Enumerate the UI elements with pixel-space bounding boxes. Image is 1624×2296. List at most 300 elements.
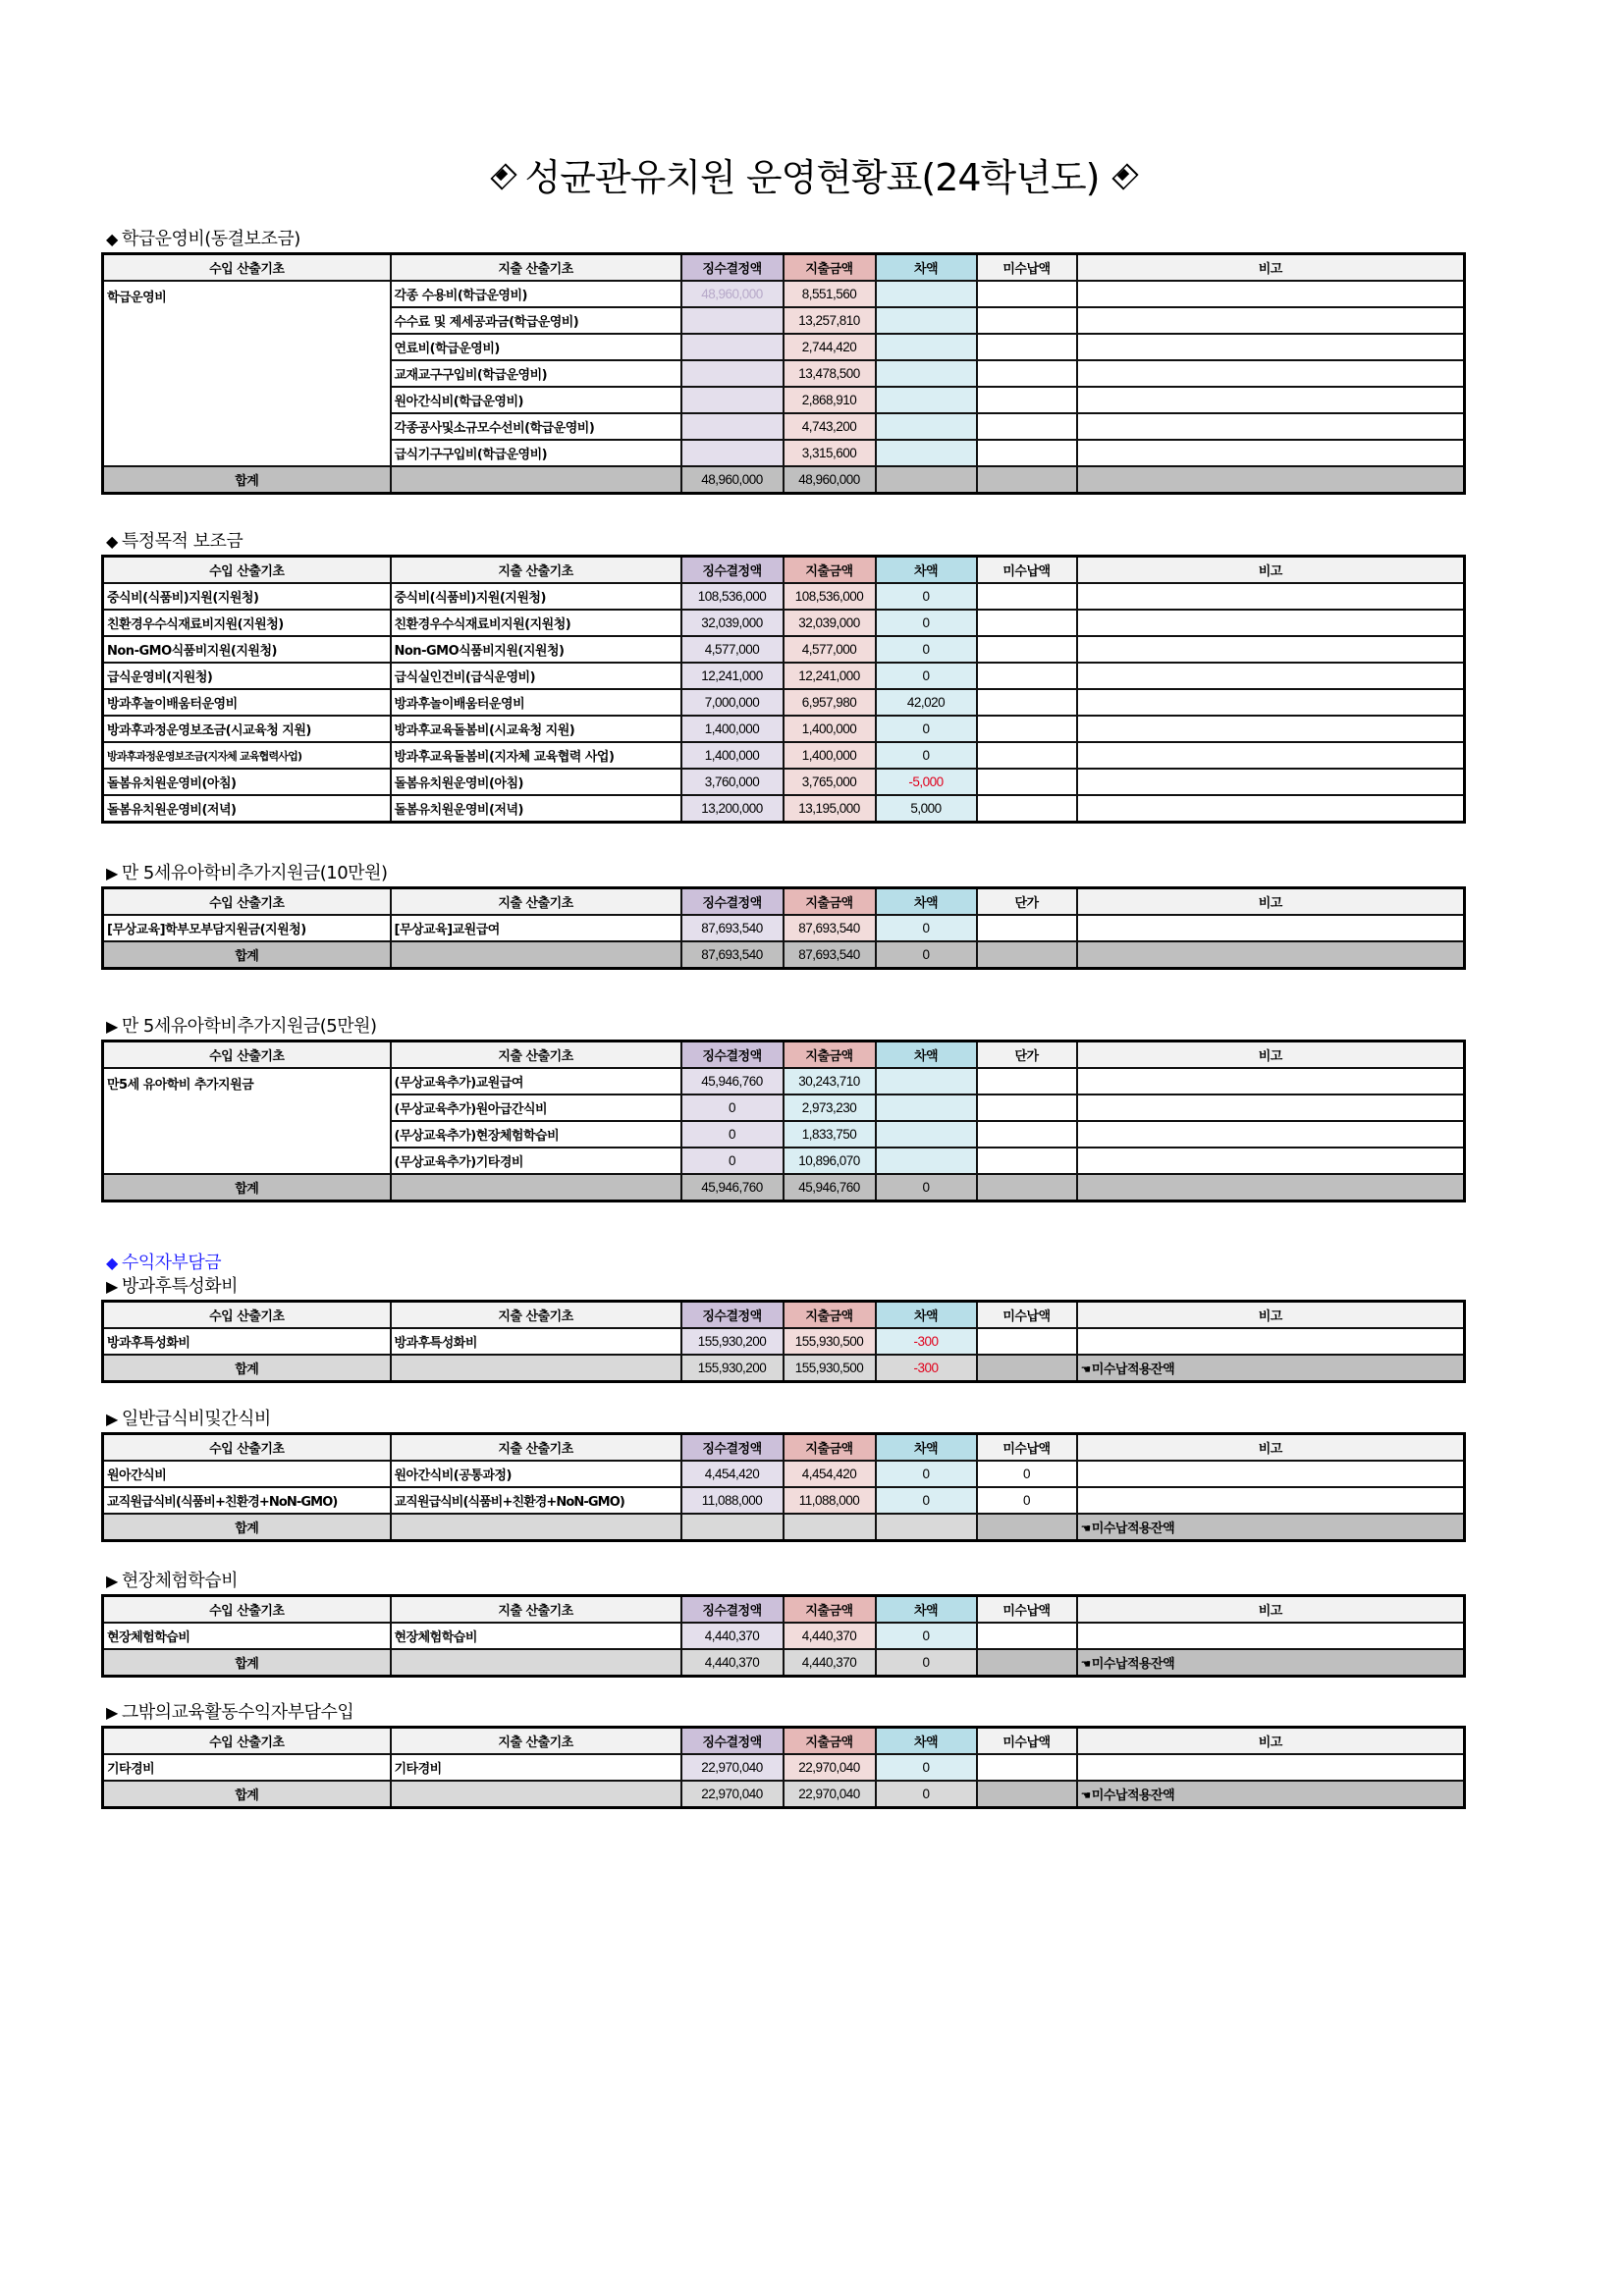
cell-diff: 5,000 (876, 795, 977, 823)
cell-spent: 8,551,560 (784, 281, 876, 307)
cell-diff (876, 334, 977, 360)
cell-settled: 13,200,000 (681, 795, 784, 823)
header-unit-price: 단가 (977, 888, 1077, 916)
cell-spent: 4,440,370 (784, 1623, 876, 1649)
cell-note (1077, 281, 1465, 307)
total-settled: 155,930,200 (681, 1355, 784, 1382)
header-unpaid: 미수납액 (977, 557, 1077, 584)
cell-expense: 중식비(식품비)지원(지원청) (391, 583, 681, 610)
cell-unit-price (977, 1148, 1077, 1174)
cell-diff: 0 (876, 663, 977, 689)
cell-expense: 방과후특성화비 (391, 1328, 681, 1355)
header-income: 수입 산출기초 (103, 1596, 391, 1624)
cell-settled: 32,039,000 (681, 610, 784, 636)
cell-note (1077, 1623, 1465, 1649)
cell-unpaid (977, 610, 1077, 636)
table-row (103, 1068, 1465, 1095)
cell-spent: 1,400,000 (784, 742, 876, 769)
cell-spent: 13,257,810 (784, 307, 876, 334)
cell-spent: 3,765,000 (784, 769, 876, 795)
cell-spent: 2,868,910 (784, 387, 876, 413)
cell-diff (876, 360, 977, 387)
cell-income: 방과후놀이배움터운영비 (103, 689, 391, 716)
diamond-bullet-icon: ◆ (106, 532, 118, 551)
cell-spent: 13,195,000 (784, 795, 876, 823)
table-row (103, 1461, 1465, 1487)
header-settled: 징수결정액 (681, 1434, 784, 1462)
header-diff: 차액 (876, 1041, 977, 1069)
triangle-bullet-icon: ▶ (106, 1572, 118, 1590)
cell-note (1077, 1487, 1465, 1514)
header-spent: 지출금액 (784, 557, 876, 584)
cell-note: ☚미수납적용잔액 (1077, 1355, 1465, 1382)
header-diff: 차액 (876, 1596, 977, 1624)
total-settled: 4,440,370 (681, 1649, 784, 1677)
cell-note (1077, 334, 1465, 360)
cell-settled: 155,930,200 (681, 1328, 784, 1355)
cell-diff: -5,000 (876, 769, 977, 795)
cell-settled: 12,241,000 (681, 663, 784, 689)
header-expense: 지출 산출기초 (391, 1302, 681, 1329)
header-unpaid: 미수납액 (977, 1434, 1077, 1462)
cell-expense: (무상교육추가)현장체험학습비 (391, 1121, 681, 1148)
cell-diff: 0 (876, 716, 977, 742)
table-row (103, 915, 1465, 941)
cell-expense: 연료비(학급운영비) (391, 334, 681, 360)
header-settled: 징수결정액 (681, 1596, 784, 1624)
cell-diff (876, 307, 977, 334)
cell-note (1077, 583, 1465, 610)
header-income: 수입 산출기초 (103, 557, 391, 584)
total-diff (876, 466, 977, 494)
cell-diff: -300 (876, 1328, 977, 1355)
total-settled: 48,960,000 (681, 466, 784, 494)
cell-spent: 4,454,420 (784, 1461, 876, 1487)
header-note: 비고 (1077, 1434, 1465, 1462)
cell-note (1077, 360, 1465, 387)
cell-note (1077, 636, 1465, 663)
total-label: 합계 (103, 466, 391, 494)
cell-settled: 4,454,420 (681, 1461, 784, 1487)
total-diff: 0 (876, 941, 977, 969)
table-row (103, 1754, 1465, 1781)
cell-diff (876, 440, 977, 466)
cell-unpaid (977, 742, 1077, 769)
cell-spent: 87,693,540 (784, 915, 876, 941)
table-meals-snacks (101, 1432, 1466, 1542)
cell-note (1077, 413, 1465, 440)
cell-income: 현장체험학습비 (103, 1623, 391, 1649)
cell-diff: 0 (876, 742, 977, 769)
table-age5-100k (101, 886, 1466, 970)
cell-diff (876, 1068, 977, 1095)
cell-note (1077, 1095, 1465, 1121)
cell-income: 중식비(식품비)지원(지원청) (103, 583, 391, 610)
cell-unit-price (977, 1174, 1077, 1201)
header-income: 수입 산출기초 (103, 1434, 391, 1462)
total-label: 합계 (103, 1355, 391, 1382)
total-diff: 0 (876, 1649, 977, 1677)
triangle-bullet-icon: ▶ (106, 864, 118, 882)
table-row (103, 1623, 1465, 1649)
cell-settled: 4,440,370 (681, 1623, 784, 1649)
cell-diff: 0 (876, 1623, 977, 1649)
cell-settled: 48,960,000 (681, 281, 784, 307)
cell-diff: 0 (876, 583, 977, 610)
header-expense: 지출 산출기초 (391, 1728, 681, 1755)
total-row (103, 1514, 1465, 1541)
cell-note (1077, 689, 1465, 716)
cell-expense: 각종 수용비(학급운영비) (391, 281, 681, 307)
cell-unpaid (977, 1649, 1077, 1677)
triangle-bullet-icon: ▶ (106, 1277, 118, 1296)
cell-settled: 0 (681, 1121, 784, 1148)
cell-note (1077, 1461, 1465, 1487)
header-settled: 징수결정액 (681, 1302, 784, 1329)
header-income: 수입 산출기초 (103, 1728, 391, 1755)
cell-unpaid (977, 1781, 1077, 1808)
cell-unpaid (977, 795, 1077, 823)
header-unpaid: 미수납액 (977, 1596, 1077, 1624)
cell-spent: 2,744,420 (784, 334, 876, 360)
header-settled: 징수결정액 (681, 254, 784, 282)
triangle-bullet-icon: ▶ (106, 1017, 118, 1036)
header-spent: 지출금액 (784, 888, 876, 916)
total-row (103, 941, 1465, 969)
table-row (103, 795, 1465, 823)
cell-unpaid (977, 663, 1077, 689)
header-diff: 차액 (876, 888, 977, 916)
cell-note: ☚미수납적용잔액 (1077, 1514, 1465, 1541)
cell-spent: 1,400,000 (784, 716, 876, 742)
cell-unpaid (977, 413, 1077, 440)
cell-income: 원아간식비 (103, 1461, 391, 1487)
cell-income: 만5세 유아학비 추가지원금 (103, 1068, 391, 1174)
total-diff: -300 (876, 1355, 977, 1382)
cell-settled: 3,760,000 (681, 769, 784, 795)
table-row (103, 742, 1465, 769)
table-age5-50k (101, 1040, 1466, 1202)
cell-expense: 돌봄유치원운영비(아침) (391, 769, 681, 795)
cell-unpaid (977, 1754, 1077, 1781)
table-row (103, 1487, 1465, 1514)
cell-settled (681, 334, 784, 360)
header-note: 비고 (1077, 1728, 1465, 1755)
cell-income: 학급운영비 (103, 281, 391, 466)
total-row (103, 466, 1465, 494)
triangle-bullet-icon: ▶ (106, 1410, 118, 1428)
total-row (103, 1355, 1465, 1382)
table-class-operation (101, 252, 1466, 495)
cell-settled: 22,970,040 (681, 1754, 784, 1781)
cell-income: 돌봄유치원운영비(저녁) (103, 795, 391, 823)
section-title-special-purpose: ◆ 특정목적 보조금 (106, 531, 244, 552)
cell-note (1077, 1754, 1465, 1781)
table-field-trip (101, 1594, 1466, 1678)
cell-settled: 45,946,760 (681, 1068, 784, 1095)
cell-expense: 각종공사및소규모수선비(학급운영비) (391, 413, 681, 440)
header-unpaid: 미수납액 (977, 1728, 1077, 1755)
cell-spent: 11,088,000 (784, 1487, 876, 1514)
cell-diff (876, 281, 977, 307)
cell-expense: 방과후놀이배움터운영비 (391, 689, 681, 716)
cell-expense: 기타경비 (391, 1754, 681, 1781)
table-row (103, 689, 1465, 716)
header-note: 비고 (1077, 1302, 1465, 1329)
cell-income: 친환경우수식재료비지원(지원청) (103, 610, 391, 636)
header-diff: 차액 (876, 557, 977, 584)
total-row (103, 1649, 1465, 1677)
cell-expense: 교직원급식비(식품비+친환경+NoN-GMO) (391, 1487, 681, 1514)
header-spent: 지출금액 (784, 1302, 876, 1329)
cell-diff (876, 1095, 977, 1121)
header-note: 비고 (1077, 1596, 1465, 1624)
cell-note (1077, 795, 1465, 823)
section-title-class-operation: ◆ 학급운영비(동결보조금) (106, 229, 300, 249)
cell-expense (391, 941, 681, 969)
total-label: 합계 (103, 1174, 391, 1201)
header-expense: 지출 산출기초 (391, 1434, 681, 1462)
header-income: 수입 산출기초 (103, 1041, 391, 1069)
cell-unpaid (977, 636, 1077, 663)
cell-unit-price (977, 1121, 1077, 1148)
cell-settled: 108,536,000 (681, 583, 784, 610)
cell-expense: 급식기구구입비(학급운영비) (391, 440, 681, 466)
header-diff: 차액 (876, 1728, 977, 1755)
cell-expense (391, 1781, 681, 1808)
cell-settled (681, 387, 784, 413)
cell-spent: 108,536,000 (784, 583, 876, 610)
cell-expense: 원아간식비(학급운영비) (391, 387, 681, 413)
cell-unpaid (977, 466, 1077, 494)
cell-income: 급식운영비(지원청) (103, 663, 391, 689)
cell-expense: 방과후교육돌봄비(시교육청 지원) (391, 716, 681, 742)
cell-unpaid (977, 1328, 1077, 1355)
cell-note (1077, 663, 1465, 689)
cell-note (1077, 915, 1465, 941)
cell-unpaid: 0 (977, 1461, 1077, 1487)
cell-spent: 10,896,070 (784, 1148, 876, 1174)
total-row (103, 1174, 1465, 1201)
cell-unpaid (977, 716, 1077, 742)
cell-settled: 1,400,000 (681, 742, 784, 769)
table-header-row (103, 1434, 1465, 1462)
pointing-hand-icon: ☚ (1080, 1789, 1091, 1802)
cell-settled (681, 307, 784, 334)
diamond-bullet-icon: ◆ (106, 1254, 118, 1272)
header-expense: 지출 산출기초 (391, 1041, 681, 1069)
cell-diff: 0 (876, 1487, 977, 1514)
cell-note (1077, 769, 1465, 795)
cell-expense (391, 466, 681, 494)
cell-note (1077, 1068, 1465, 1095)
cell-expense: Non-GMO식품비지원(지원청) (391, 636, 681, 663)
table-row (103, 716, 1465, 742)
cell-note (1077, 1121, 1465, 1148)
table-row (103, 610, 1465, 636)
total-row (103, 1781, 1465, 1808)
cell-settled: 1,400,000 (681, 716, 784, 742)
header-expense: 지출 산출기초 (391, 254, 681, 282)
cell-income: 교직원급식비(식품비+친환경+NoN-GMO) (103, 1487, 391, 1514)
cell-income: 방과후과정운영보조금(시교육청 지원) (103, 716, 391, 742)
cell-unpaid (977, 440, 1077, 466)
cell-settled: 0 (681, 1148, 784, 1174)
cell-unpaid: 0 (977, 1487, 1077, 1514)
cell-settled: 7,000,000 (681, 689, 784, 716)
table-special-purpose (101, 555, 1466, 824)
cell-diff (876, 1148, 977, 1174)
triangle-bullet-icon: ▶ (106, 1703, 118, 1722)
pointing-hand-icon: ☚ (1080, 1657, 1091, 1671)
header-spent: 지출금액 (784, 1596, 876, 1624)
cell-expense: 수수료 및 제세공과금(학급운영비) (391, 307, 681, 334)
cell-diff: 0 (876, 636, 977, 663)
cell-diff: 0 (876, 1754, 977, 1781)
section-title-afterschool-special: ▶ 방과후특성화비 (106, 1276, 239, 1297)
header-spent: 지출금액 (784, 1728, 876, 1755)
cell-note (1077, 610, 1465, 636)
cell-spent: 1,833,750 (784, 1121, 876, 1148)
cell-unit-price (977, 915, 1077, 941)
cell-diff: 0 (876, 915, 977, 941)
group-title-beneficiary-charges: ◆ 수익자부담금 (106, 1253, 222, 1273)
total-label: 합계 (103, 941, 391, 969)
cell-spent: 30,243,710 (784, 1068, 876, 1095)
section-title-meals-snacks: ▶ 일반급식비및간식비 (106, 1409, 271, 1429)
header-unit-price: 단가 (977, 1041, 1077, 1069)
header-settled: 징수결정액 (681, 1041, 784, 1069)
cell-note (1077, 941, 1465, 969)
cell-note: ☚미수납적용잔액 (1077, 1781, 1465, 1808)
section-title-age5-100k: ▶ 만 5세유아학비추가지원금(10만원) (106, 863, 388, 883)
cell-income: 돌봄유치원운영비(아침) (103, 769, 391, 795)
cell-diff (876, 413, 977, 440)
section-title-field-trip: ▶ 현장체험학습비 (106, 1571, 239, 1591)
cell-note (1077, 440, 1465, 466)
cell-diff (876, 1121, 977, 1148)
cell-expense (391, 1514, 681, 1541)
cell-spent: 155,930,500 (784, 1328, 876, 1355)
cell-unit-price (977, 941, 1077, 969)
table-header-row (103, 1302, 1465, 1329)
total-diff: 0 (876, 1781, 977, 1808)
header-settled: 징수결정액 (681, 1728, 784, 1755)
cell-expense: [무상교육]교원급여 (391, 915, 681, 941)
cell-expense: 급식실인건비(급식운영비) (391, 663, 681, 689)
cell-expense: (무상교육추가)원아급간식비 (391, 1095, 681, 1121)
cell-expense: 원아간식비(공통과정) (391, 1461, 681, 1487)
total-settled: 22,970,040 (681, 1781, 784, 1808)
table-header-row (103, 557, 1465, 584)
header-expense: 지출 산출기초 (391, 1596, 681, 1624)
cell-unpaid (977, 360, 1077, 387)
cell-settled: 0 (681, 1095, 784, 1121)
header-note: 비고 (1077, 254, 1465, 282)
diamond-icon (1110, 159, 1137, 194)
cell-spent: 12,241,000 (784, 663, 876, 689)
table-header-row (103, 254, 1465, 282)
total-label: 합계 (103, 1649, 391, 1677)
cell-expense: 현장체험학습비 (391, 1623, 681, 1649)
cell-expense (391, 1174, 681, 1201)
cell-unpaid (977, 334, 1077, 360)
cell-expense (391, 1649, 681, 1677)
cell-spent: 22,970,040 (784, 1754, 876, 1781)
cell-expense: (무상교육추가)기타경비 (391, 1148, 681, 1174)
cell-spent: 32,039,000 (784, 610, 876, 636)
total-settled: 45,946,760 (681, 1174, 784, 1201)
diamond-icon (488, 159, 515, 194)
cell-diff: 0 (876, 1461, 977, 1487)
cell-unpaid (977, 387, 1077, 413)
cell-spent: 13,478,500 (784, 360, 876, 387)
cell-unpaid (977, 281, 1077, 307)
header-diff: 차액 (876, 1302, 977, 1329)
header-unpaid: 미수납액 (977, 1302, 1077, 1329)
header-expense: 지출 산출기초 (391, 888, 681, 916)
cell-spent: 4,577,000 (784, 636, 876, 663)
cell-settled (681, 360, 784, 387)
table-row (103, 1328, 1465, 1355)
cell-settled: 11,088,000 (681, 1487, 784, 1514)
cell-unpaid (977, 1514, 1077, 1541)
cell-diff: 0 (876, 610, 977, 636)
total-spent: 87,693,540 (784, 941, 876, 969)
header-income: 수입 산출기초 (103, 1302, 391, 1329)
table-header-row (103, 1596, 1465, 1624)
cell-expense: (무상교육추가)교원급여 (391, 1068, 681, 1095)
total-spent: 4,440,370 (784, 1649, 876, 1677)
header-spent: 지출금액 (784, 1434, 876, 1462)
cell-diff: 42,020 (876, 689, 977, 716)
table-afterschool-special (101, 1300, 1466, 1383)
cell-expense: 교재교구구입비(학급운영비) (391, 360, 681, 387)
header-settled: 징수결정액 (681, 557, 784, 584)
cell-spent: 4,743,200 (784, 413, 876, 440)
cell-unpaid (977, 689, 1077, 716)
section-title-age5-50k: ▶ 만 5세유아학비추가지원금(5만원) (106, 1016, 377, 1037)
header-note: 비고 (1077, 888, 1465, 916)
cell-income: Non-GMO식품비지원(지원청) (103, 636, 391, 663)
table-row (103, 769, 1465, 795)
cell-unpaid (977, 583, 1077, 610)
cell-spent: 3,315,600 (784, 440, 876, 466)
cell-settled (681, 413, 784, 440)
cell-unpaid (977, 769, 1077, 795)
cell-note (1077, 387, 1465, 413)
diamond-bullet-icon: ◆ (106, 230, 118, 248)
cell-unit-price (977, 1068, 1077, 1095)
total-settled (681, 1514, 784, 1541)
cell-unpaid (977, 1355, 1077, 1382)
header-expense: 지출 산출기초 (391, 557, 681, 584)
cell-note: ☚미수납적용잔액 (1077, 1649, 1465, 1677)
section-title-other-activities: ▶ 그밖의교육활동수익자부담수입 (106, 1702, 354, 1723)
cell-note (1077, 1328, 1465, 1355)
cell-expense: 방과후교육돌봄비(지자체 교육협력 사업) (391, 742, 681, 769)
header-note: 비고 (1077, 557, 1465, 584)
cell-note (1077, 1148, 1465, 1174)
total-spent: 48,960,000 (784, 466, 876, 494)
cell-note (1077, 466, 1465, 494)
header-unpaid: 미수납액 (977, 254, 1077, 282)
cell-unit-price (977, 1095, 1077, 1121)
total-label: 합계 (103, 1514, 391, 1541)
cell-note (1077, 307, 1465, 334)
cell-settled: 4,577,000 (681, 636, 784, 663)
header-note: 비고 (1077, 1041, 1465, 1069)
